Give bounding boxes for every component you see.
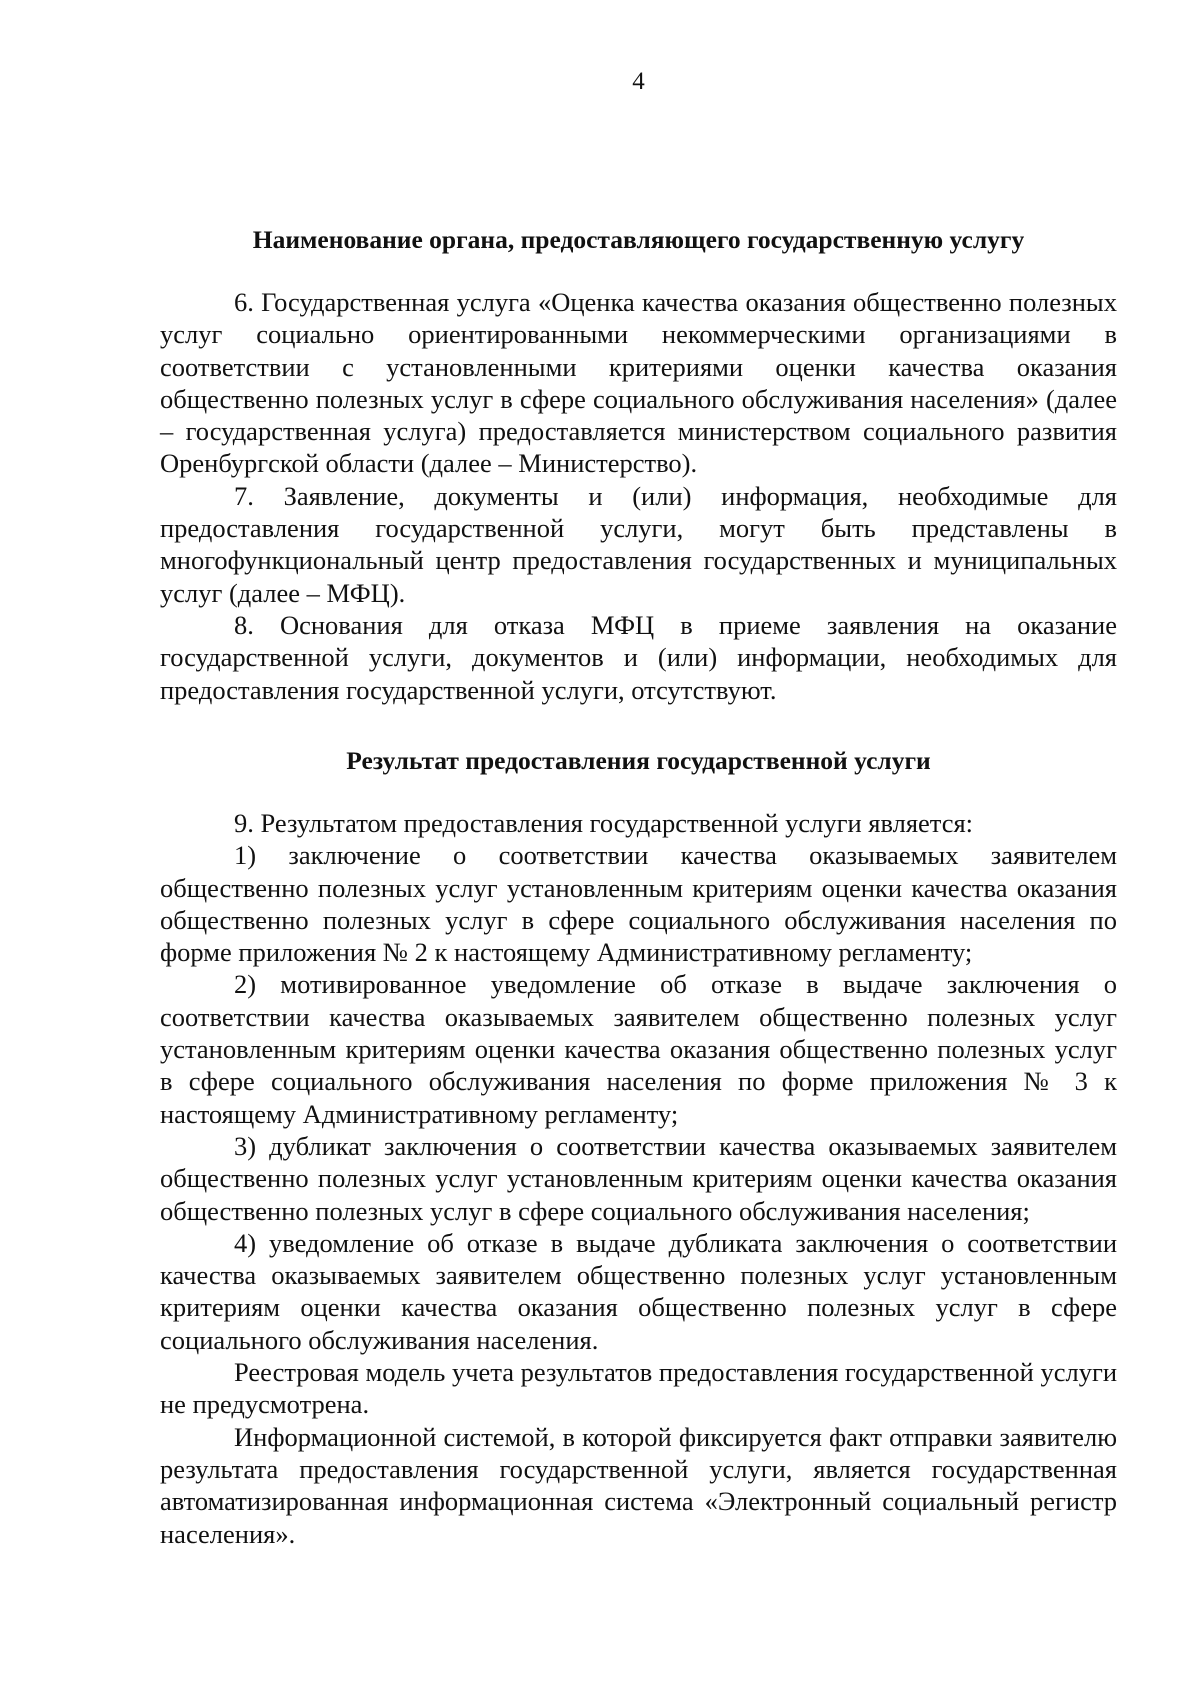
section-authority-body: [160, 286, 1117, 706]
section-heading-authority: Наименование органа, предоставляющего государственную услугу: [252, 225, 1025, 254]
section-result-body: [160, 807, 1117, 1550]
list-item-3: 3) дубликат заключения о соответствии качества оказываемых заявителем общественно полезных услуг установленным критериям оценки качества оказания общественно полезных услуг в сфере социального обслуживания населения;: [160, 1130, 1117, 1226]
registry-model-paragraph: Реестровая модель учета результатов предоставления государственной услуги не предусмотрена.: [160, 1357, 1117, 1420]
page-number: 4: [632, 68, 645, 95]
paragraph-9: 9. Результатом предоставления государственной услуги является:: [234, 808, 974, 838]
list-item-4: 4) уведомление об отказе в выдаче дубликата заключения о соответствии качества оказываемых заявителем общественно полезных услуг установленным критериям оценки качества оказания общественно полезных услуг в сфере социального обслуживания населения.: [160, 1227, 1117, 1355]
paragraph-7: 7. Заявление, документы и (или) информация, необходимые для предоставления государственной услуги, могут быть представлены в многофункциональный центр предоставления государственных и муниципальных услуг (далее – МФЦ).: [160, 480, 1117, 608]
paragraph-8: 8. Основания для отказа МФЦ в приеме заявления на оказание государственной услуги, документов и (или) информации, необходимых для предоставления государственной услуги, отсутствуют.: [160, 609, 1117, 705]
list-item-1: 1) заключение о соответствии качества оказываемых заявителем общественно полезных услуг установленным критериям оценки качества оказания общественно полезных услуг в сфере социального обслуживания населения по форме приложения № 2 к настоящему Административному регламенту;: [160, 840, 1117, 968]
paragraph-6: 6. Государственная услуга «Оценка качества оказания общественно полезных услуг социально ориентированными некоммерческими организациями в соответствии с установленными критериями оценки качества оказания общественно полезных услуг в сфере социального обслуживания населения» (далее – государственная услуга) предоставляется министерством социального развития Оренбургской области (далее – Министерство).: [160, 287, 1117, 479]
information-system-paragraph: Информационной системой, в которой фиксируется факт отправки заявителю результата предоставления государственной услуги, является государственная автоматизированная информационная система «Электронный социальный регистр населения».: [160, 1421, 1117, 1549]
list-item-2: 2) мотивированное уведомление об отказе в выдаче заключения о соответствии качества оказываемых заявителем общественно полезных услуг установленным критериям оценки качества оказания общественно полезных услуг в сфере социального обслуживания населения по форме приложения № 3 к настоящему Административному регламенту;: [160, 969, 1117, 1129]
section-heading-result: Результат предоставления государственной услуги: [346, 746, 931, 775]
